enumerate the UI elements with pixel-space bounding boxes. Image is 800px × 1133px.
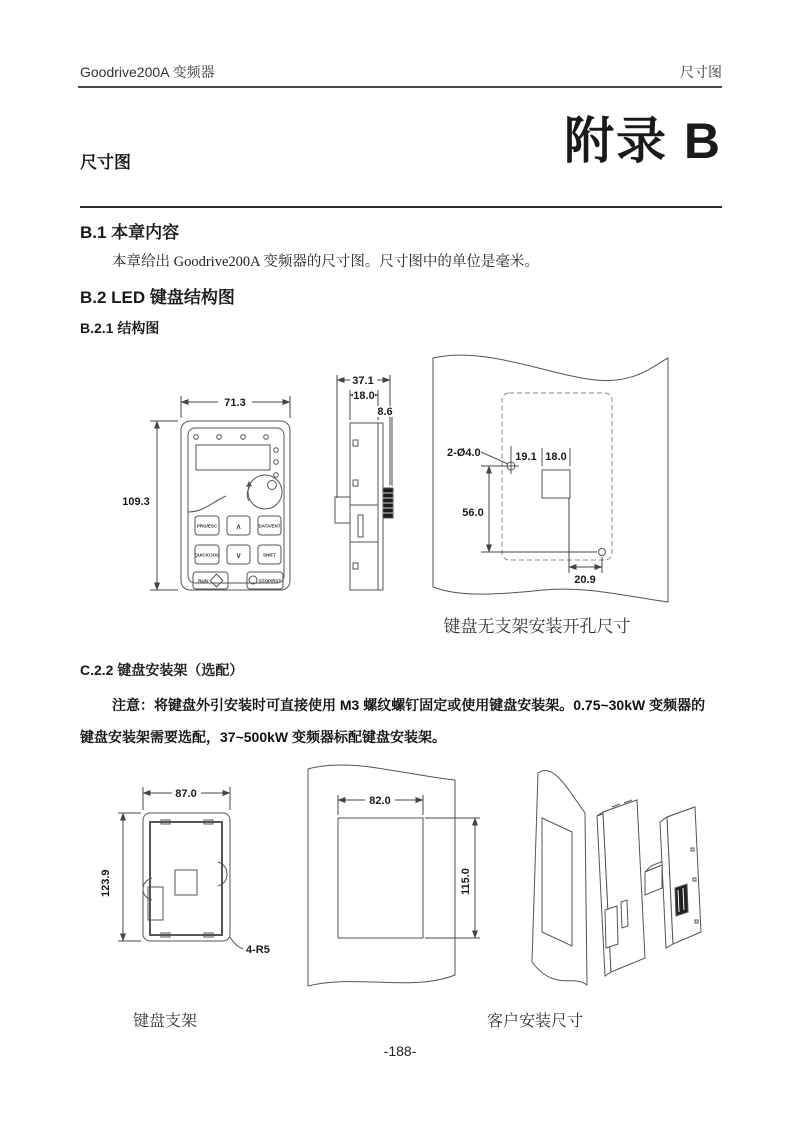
header-chapter-name: 尺寸图	[680, 66, 722, 81]
dim-bracket-width: 87.0	[175, 788, 197, 800]
dim-side-total-depth: 37.1	[352, 375, 374, 387]
up-arrow-button: ∧	[235, 522, 242, 531]
section-b21-heading: B.2.1 结构图	[80, 320, 160, 336]
bracket-outline	[118, 787, 243, 949]
keypad-side-view-drawing	[320, 365, 410, 600]
appendix-title: 附录 B	[564, 113, 722, 169]
down-arrow-button: ∨	[235, 551, 242, 560]
data-ent-button: DATA/ENT	[258, 523, 281, 529]
dim-bracket-height: 123.9	[100, 869, 112, 897]
shift-button: SHIFT	[263, 552, 276, 558]
section-b1-heading: B.1 本章内容	[80, 223, 180, 242]
section-c22-heading: C.2.2 键盘安装架（选配）	[80, 662, 244, 678]
hole-callout: 2-Ø4.0	[447, 447, 481, 459]
exploded-installation-drawing	[515, 760, 745, 1015]
dim-cutout-width: 82.0	[369, 795, 391, 807]
keypad-bracket-drawing	[95, 775, 290, 970]
page-number: -188-	[383, 1043, 417, 1059]
header-product-name: Goodrive200A 变频器	[80, 64, 215, 80]
dim-slot-width: 18.0	[545, 451, 567, 463]
note-line-2: 键盘安装架需要选配，37~500kW 变频器标配键盘安装架。	[80, 729, 446, 745]
note-line-1: 注意：将键盘外引安装时可直接使用 M3 螺纹螺钉固定或使用键盘安装架。0.75~30kW 变频器的	[112, 697, 706, 713]
quick-jog-button: QUICK/JOG	[194, 552, 220, 558]
section-c22-note	[80, 689, 728, 753]
panel-outline	[433, 355, 668, 602]
section-b2-heading: B.2 LED 键盘结构图	[80, 288, 235, 307]
header-rule	[78, 86, 722, 88]
dim-hole-vertical: 56.0	[462, 507, 484, 519]
exploded-caption: 客户安装尺寸	[486, 1013, 583, 1030]
keypad-front-outline	[150, 396, 290, 590]
dim-cutout-height: 115.0	[460, 868, 472, 895]
bracket-corner-callout: 4-R5	[246, 944, 270, 956]
cutout-caption: 键盘无支架安装开孔尺寸	[443, 617, 631, 636]
dim-keypad-height: 109.3	[122, 496, 150, 508]
keypad-cutout-drawing	[425, 340, 740, 620]
dim-side-body-depth: 18.0	[353, 390, 375, 402]
exploded-outline	[532, 770, 701, 985]
keypad-front-view-drawing	[100, 360, 320, 605]
prg-esc-button: PRG/ESC	[196, 523, 218, 529]
dim-hole-offset: 20.9	[574, 574, 596, 586]
dim-hole-to-slot: 19.1	[515, 451, 537, 463]
page-title: 尺寸图	[80, 153, 131, 172]
bracket-caption: 键盘支架	[132, 1013, 197, 1030]
run-button: RUN	[198, 578, 208, 584]
customer-cutout-drawing	[300, 755, 485, 1005]
section-b1-body: 本章给出 Goodrive200A 变频器的尺寸图。尺寸图中的单位是毫米。	[112, 254, 539, 270]
title-rule	[80, 206, 722, 208]
dim-side-knob-depth: 8.6	[377, 406, 393, 418]
dim-keypad-width: 71.3	[224, 397, 246, 409]
stop-rst-button: STOP/RST	[258, 578, 282, 584]
